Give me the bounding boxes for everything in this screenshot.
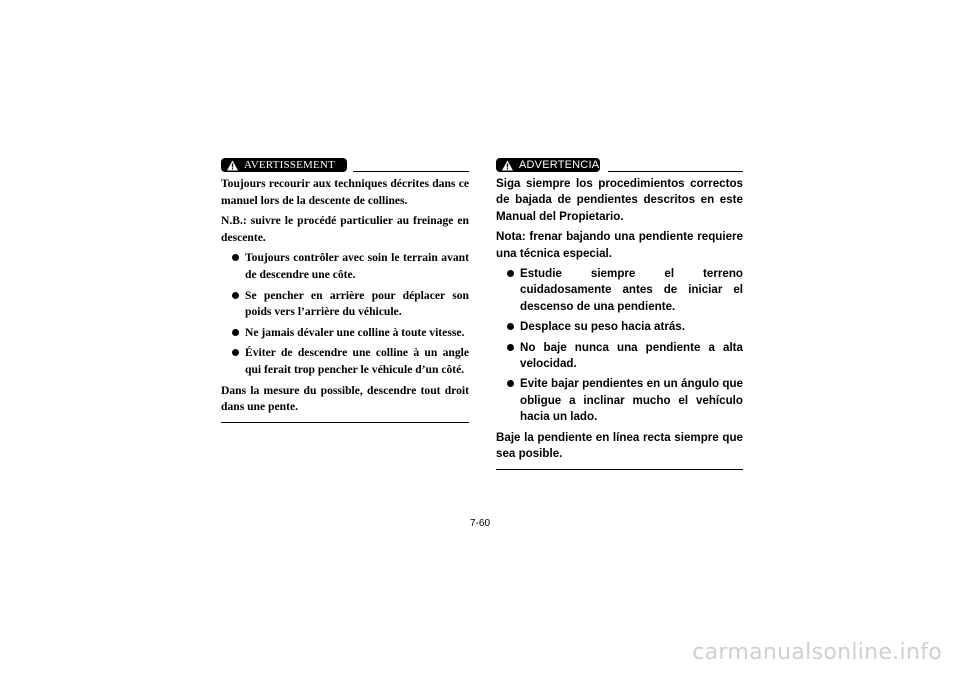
list-item: Ne jamais dévaler une colline à toute vitesse. bbox=[221, 325, 469, 342]
intro-text: Toujours recourir aux techniques décrites dans ce manuel lors de la descente de collines. bbox=[221, 177, 469, 207]
bullet-dot-icon bbox=[232, 349, 239, 356]
bullet-list bbox=[496, 266, 743, 426]
warning-label: ADVERTENCIA bbox=[519, 158, 600, 171]
bullet-dot-icon bbox=[232, 292, 239, 299]
list-item: No baje nunca una pendiente a alta velocidad. bbox=[496, 340, 743, 373]
bullet-dot-icon bbox=[232, 254, 239, 261]
bullet-list bbox=[221, 250, 469, 378]
closing-text: Baje la pendiente en línea recta siempre que sea posible. bbox=[496, 430, 743, 461]
warning-header bbox=[221, 158, 469, 173]
closing-text: Dans la mesure du possible, descendre tout droit dans une pente. bbox=[221, 383, 469, 414]
bullet-dot-icon bbox=[232, 329, 239, 336]
note-text: N.B.: suivre le procédé particulier au freinage en descente. bbox=[221, 214, 469, 244]
watermark: carmanualsonline.info bbox=[692, 640, 942, 665]
warning-label: AVERTISSEMENT bbox=[244, 158, 335, 171]
spanish-warning-section bbox=[496, 158, 743, 470]
list-item: Desplace su peso hacia atrás. bbox=[496, 319, 743, 335]
french-warning-section bbox=[221, 158, 469, 423]
list-item: Éviter de descendre une colline à un angle qui ferait trop pencher le véhicule d’un côté. bbox=[221, 345, 469, 378]
warning-triangle-icon bbox=[502, 160, 513, 171]
warning-badge bbox=[221, 158, 347, 172]
list-item: Evite bajar pendientes en un ángulo que obligue a inclinar mucho el vehículo hacia un lado. bbox=[496, 376, 743, 425]
warning-badge bbox=[496, 158, 600, 172]
page-number: 7-60 bbox=[469, 518, 490, 529]
header-rule bbox=[353, 171, 469, 172]
header-rule bbox=[608, 171, 743, 172]
section-end-rule bbox=[496, 469, 743, 470]
bullet-dot-icon bbox=[507, 270, 514, 277]
warning-triangle-icon bbox=[227, 160, 238, 171]
note-text: Nota: frenar bajando una pendiente requiere una técnica especial. bbox=[496, 230, 743, 260]
warning-header bbox=[496, 158, 743, 173]
bullet-dot-icon bbox=[507, 344, 514, 351]
bullet-dot-icon bbox=[507, 323, 514, 330]
bullet-dot-icon bbox=[507, 380, 514, 387]
section-end-rule bbox=[221, 422, 469, 423]
list-item: Se pencher en arrière pour déplacer son poids vers l’arrière du véhicule. bbox=[221, 288, 469, 321]
list-item: Toujours contrôler avec soin le terrain avant de descendre une côte. bbox=[221, 250, 469, 283]
intro-text: Siga siempre los procedimientos correctos de bajada de pendientes descritos en este Manual del Propietario. bbox=[496, 177, 743, 223]
list-item: Estudie siempre el terreno cuidadosamente antes de iniciar el descenso de una pendiente. bbox=[496, 266, 743, 315]
